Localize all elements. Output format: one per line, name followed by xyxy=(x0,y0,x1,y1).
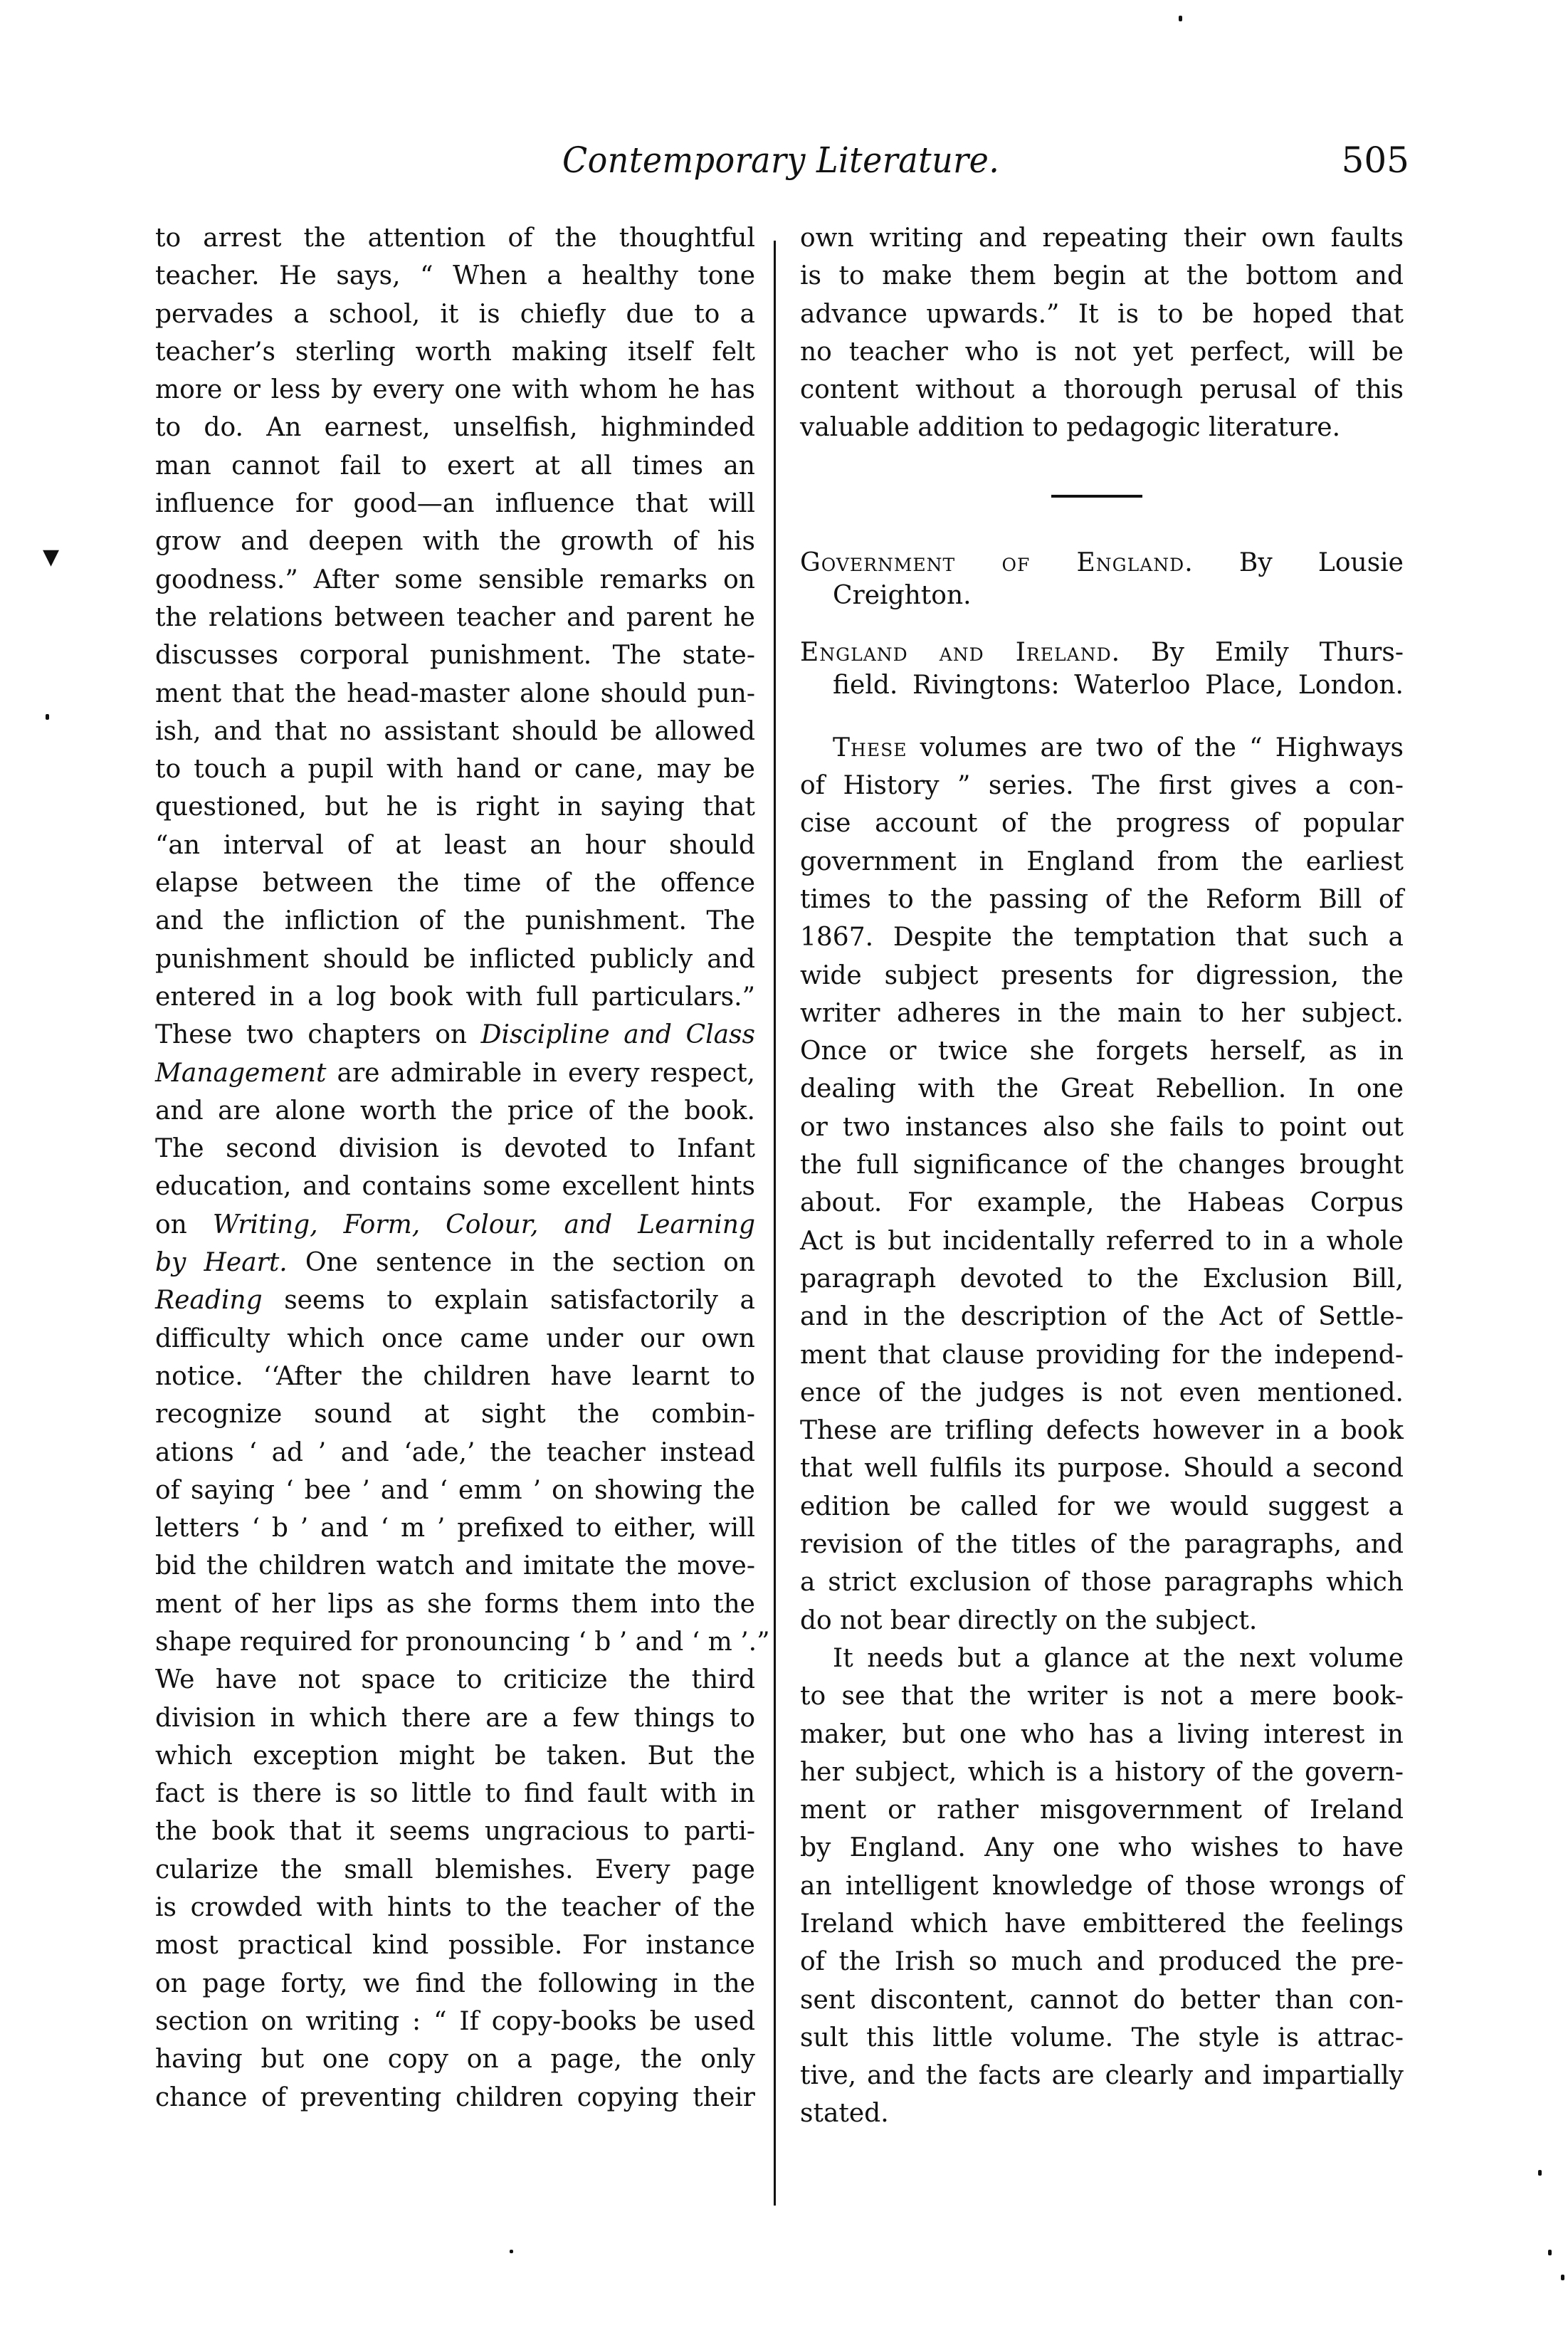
text-line: influence for good—an influence that will xyxy=(155,489,755,519)
text-line: to do. An earnest, unselfish, highminded xyxy=(155,413,755,443)
review-heading xyxy=(800,547,1404,612)
book-section-title: Reading xyxy=(155,1286,263,1316)
text-line: ment or rather misgovernment of Ireland xyxy=(800,1795,1404,1825)
text-line: content without a thorough perusal of this xyxy=(800,375,1404,405)
left-column xyxy=(155,219,770,2117)
text-line: teacher’s sterling worth making itself felt xyxy=(155,337,755,367)
text-run: One sentence in the section on xyxy=(287,1248,755,1278)
text-line xyxy=(155,1016,755,1054)
text-line: bid the children watch and imitate the move- xyxy=(155,1551,755,1581)
margin-speck xyxy=(46,714,49,720)
margin-speck xyxy=(1179,16,1182,21)
text-line: revision of the titles of the paragraphs, and xyxy=(800,1530,1404,1560)
text-line: chance of preventing children copying their xyxy=(155,2082,755,2112)
text-line: stated. xyxy=(800,2099,889,2129)
text-line: cularize the small blemishes. Every page xyxy=(155,1855,755,1884)
review-heading xyxy=(800,636,1404,702)
book-section-title: by Heart. xyxy=(155,1248,288,1278)
text-line: Ireland which have embittered the feelings xyxy=(800,1909,1404,1939)
text-line: the relations between teacher and parent he xyxy=(155,602,755,632)
book-section-title: Writing, Form, Colour, and Learning xyxy=(212,1210,755,1239)
section-gap xyxy=(800,702,1404,729)
text-line: the book that it seems ungracious to parti- xyxy=(155,1817,755,1847)
text-line: punishment should be inflicted publicly and xyxy=(155,944,755,974)
text-line: difficulty which once came under our own xyxy=(155,1323,755,1353)
text-line: which exception might be taken. But the xyxy=(155,1741,755,1771)
text-line: We have not space to criticize the third xyxy=(155,1665,755,1695)
margin-mark-icon: ▼ xyxy=(43,545,60,570)
text-line: ment that the head-master alone should pun- xyxy=(155,678,755,708)
text-line: cise account of the progress of popular xyxy=(800,809,1404,839)
text-line: advance upwards.” It is to be hoped that xyxy=(800,299,1404,329)
text-line: or two instances also she fails to point out xyxy=(800,1112,1404,1142)
text-line: Act is but incidentally referred to in a whole xyxy=(800,1226,1404,1256)
text-line: a strict exclusion of those paragraphs which xyxy=(800,1568,1404,1598)
page-number: 505 xyxy=(1341,140,1409,181)
text-line: by England. Any one who wishes to have xyxy=(800,1833,1404,1863)
text-line: and in the description of the Act of Settle- xyxy=(800,1302,1404,1332)
running-head xyxy=(562,140,1409,189)
text-line: sent discontent, cannot do better than con- xyxy=(800,1985,1404,2015)
text-line: elapse between the time of the offence xyxy=(155,869,755,898)
text-line: ment of her lips as she forms them into the xyxy=(155,1589,755,1619)
text-line: The second division is devoted to Infant xyxy=(155,1134,755,1164)
text-line: pervades a school, it is chiefly due to a xyxy=(155,299,755,329)
text-line: more or less by every one with whom he has xyxy=(155,375,755,405)
text-line: times to the passing of the Reform Bill of xyxy=(800,884,1404,914)
text-line xyxy=(155,1244,755,1281)
text-line: Once or twice she forgets herself, as in xyxy=(800,1037,1404,1066)
right-column xyxy=(800,219,1404,2133)
text-line: ment that clause providing for the independ- xyxy=(800,1340,1404,1370)
text-line: 1867. Despite the temptation that such a xyxy=(800,923,1404,953)
text-line: no teacher who is not yet perfect, will be xyxy=(800,337,1404,367)
book-title: Government of England. xyxy=(800,547,1194,577)
text-line: It needs but a glance at the next volume xyxy=(833,1643,1404,1673)
text-line: fact is there is so little to find fault with in xyxy=(155,1779,755,1809)
text-line: own writing and repeating their own faults xyxy=(800,224,1404,253)
text-line: entered in a log book with full particulars.” xyxy=(155,982,755,1012)
heading-line xyxy=(800,636,1404,669)
text-line: most practical kind possible. For instance xyxy=(155,1931,755,1961)
text-line: on page forty, we find the following in the xyxy=(155,1968,755,1998)
text-line: wide subject presents for digression, the xyxy=(800,960,1404,990)
text-line: and the infliction of the punishment. The xyxy=(155,906,755,936)
text-line: ations ‘ ad ’ and ‘ade,’ the teacher instead xyxy=(155,1437,755,1467)
text-line: the full significance of the changes brought xyxy=(800,1150,1404,1180)
text-line: questioned, but he is right in saying that xyxy=(155,792,755,822)
text-line xyxy=(155,1054,755,1092)
text-line: is to make them begin at the bottom and xyxy=(800,261,1404,291)
text-line: section on writing : “ If copy-books be used xyxy=(155,2006,755,2036)
column-divider xyxy=(774,241,776,2206)
text-line: is crowded with hints to the teacher of the xyxy=(155,1893,755,1923)
text-line: having but one copy on a page, the only xyxy=(155,2045,755,2075)
margin-speck xyxy=(1561,2275,1564,2280)
text-line: that well fulfils its purpose. Should a second xyxy=(800,1454,1404,1484)
book-section-title: Discipline and Class xyxy=(480,1020,756,1050)
text-run: on xyxy=(155,1210,213,1239)
text-line: grow and deepen with the growth of his xyxy=(155,527,755,557)
section-gap xyxy=(800,612,1404,636)
text-line: These are trifling defects however in a book xyxy=(800,1416,1404,1446)
text-line xyxy=(155,1281,755,1319)
heading-line xyxy=(800,547,1404,580)
text-line: paragraph devoted to the Exclusion Bill, xyxy=(800,1264,1404,1294)
book-author: By Emily Thurs- xyxy=(1151,637,1404,667)
heading-line: Creighton. xyxy=(833,580,972,610)
text-run: seems to explain satisfactorily a xyxy=(262,1286,755,1316)
margin-speck xyxy=(1538,2170,1542,2176)
text-line: to arrest the attention of the thoughtful xyxy=(155,224,755,253)
text-line: education, and contains some excellent hints xyxy=(155,1172,755,1202)
running-head-title: Contemporary Literature. xyxy=(562,140,1000,181)
book-title: England and Ireland. xyxy=(800,637,1121,667)
text-line: of saying ‘ bee ’ and ‘ emm ’ on showing the xyxy=(155,1475,755,1505)
text-line: notice. ‘‘After the children have learnt to xyxy=(155,1361,755,1391)
text-line: maker, but one who has a living interest in xyxy=(800,1719,1404,1749)
text-line: sult this little volume. The style is attrac- xyxy=(800,2023,1404,2052)
text-run: These two chapters on xyxy=(155,1020,481,1050)
text-line: government in England from the earliest xyxy=(800,846,1404,876)
book-author: By Lousie xyxy=(1238,547,1404,577)
text-line: ish, and that no assistant should be allowed xyxy=(155,716,755,746)
heading-line: field. Rivingtons: Waterloo Place, London. xyxy=(833,670,1404,700)
margin-speck xyxy=(510,2250,513,2253)
text-line: about. For example, the Habeas Corpus xyxy=(800,1188,1404,1218)
text-line: edition be called for we would suggest a xyxy=(800,1491,1404,1521)
text-line: shape required for pronouncing ‘ b ’ and ‘ m ’.” xyxy=(155,1627,770,1657)
text-line xyxy=(800,729,1404,767)
text-line: her subject, which is a history of the govern- xyxy=(800,1757,1404,1787)
text-line: and are alone worth the price of the book. xyxy=(155,1096,755,1126)
text-line: valuable addition to pedagogic literature. xyxy=(800,413,1341,443)
text-line: tive, and the facts are clearly and impartially xyxy=(800,2061,1404,2091)
text-line: writer adheres in the main to her subject. xyxy=(800,998,1404,1028)
text-line: teacher. He says, “ When a healthy tone xyxy=(155,261,755,291)
text-line: discusses corporal punishment. The state- xyxy=(155,641,755,671)
text-line: ence of the judges is not even mentioned. xyxy=(800,1378,1404,1407)
text-line: dealing with the Great Rebellion. In one xyxy=(800,1074,1404,1104)
text-line: man cannot fail to exert at all times an xyxy=(155,451,755,481)
text-line: “an interval of at least an hour should xyxy=(155,830,755,860)
text-line: to see that the writer is not a mere book- xyxy=(800,1682,1404,1711)
text-line: to touch a pupil with hand or cane, may be xyxy=(155,755,755,785)
text-line: letters ‘ b ’ and ‘ m ’ prefixed to either, will xyxy=(155,1514,755,1543)
text-line: division in which there are a few things to xyxy=(155,1703,755,1733)
text-line: do not bear directly on the subject. xyxy=(800,1605,1258,1635)
text-line: an intelligent knowledge of those wrongs of xyxy=(800,1871,1404,1901)
text-line: of History ” series. The first gives a con- xyxy=(800,771,1404,801)
text-line: of the Irish so much and produced the pre- xyxy=(800,1947,1404,1977)
book-section-title: Management xyxy=(155,1058,327,1088)
section-rule xyxy=(1051,495,1142,498)
text-line xyxy=(155,1206,755,1244)
margin-speck xyxy=(1548,2250,1552,2255)
text-line: goodness.” After some sensible remarks on xyxy=(155,565,755,594)
text-run: volumes are two of the “ Highways xyxy=(907,733,1404,762)
lead-word: These xyxy=(833,733,907,762)
text-line: recognize sound at sight the combin- xyxy=(155,1400,755,1430)
text-run: are admirable in every respect, xyxy=(326,1058,755,1088)
